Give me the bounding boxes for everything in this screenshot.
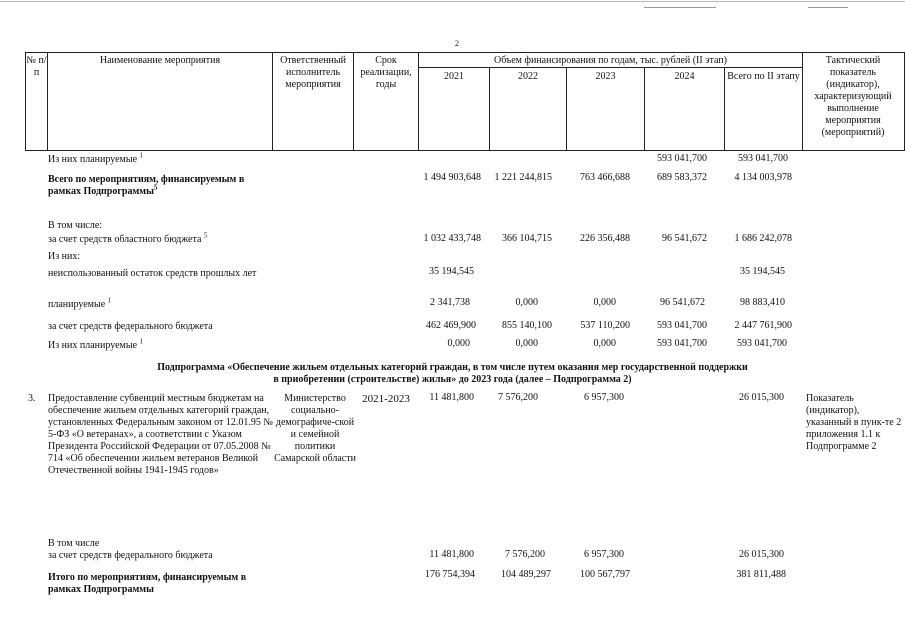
cell-2021: 176 754,394 xyxy=(425,569,475,580)
cell-total: 593 041,700 xyxy=(737,338,787,349)
row-label: за счет средств федерального бюджета xyxy=(48,550,213,561)
scan-mark xyxy=(808,7,848,8)
header-period: Срок реализации, годы xyxy=(360,55,412,90)
cell-2024: 689 583,372 xyxy=(657,172,707,183)
header-2021: 2021 xyxy=(444,71,464,82)
footnote: 5 xyxy=(153,183,158,192)
cell-2021: 35 194,545 xyxy=(429,266,474,277)
cell-2024: 593 041,700 xyxy=(657,338,707,349)
cell-2023: 226 356,488 xyxy=(580,233,630,244)
item-executor: Министерство социально-демографиче-ской и семейной политики Самарской области xyxy=(274,393,356,464)
cell-total: 593 041,700 xyxy=(738,153,788,164)
header-executor: Ответственный исполнитель мероприятия xyxy=(280,55,346,90)
cell-2024: 96 541,672 xyxy=(662,233,707,244)
footnote: 1 xyxy=(139,151,144,160)
item-name: Предоставление субвенций местным бюджетам на обеспечение жильем отдельных категорий граждан, установленных Федеральным законом от 12.01.95 № 5-ФЗ «О ветеранах», а соответствии с Указом Президента Российской Федерации от 07.05.2008 № 714 «Об обеспечении жильем ветеранов Великой Отечественной войны 1941-1945 годов» xyxy=(48,393,273,476)
cell-total: 381 811,488 xyxy=(736,569,786,580)
header-financing: Объем финансирования по годам, тыс. рублей (II этап) xyxy=(493,55,727,66)
header-name: Наименование мероприятия xyxy=(99,55,221,66)
cell-2023: 100 567,797 xyxy=(580,569,630,580)
cell-total: 4 134 003,978 xyxy=(734,172,792,183)
cell-2021: 11 481,800 xyxy=(429,392,474,403)
row-label: за счет средств федерального бюджета xyxy=(48,321,213,332)
cell-total: 2 447 761,900 xyxy=(734,320,792,331)
cell-2023: 6 957,300 xyxy=(584,392,624,403)
cell-2022: 7 576,200 xyxy=(505,549,545,560)
cell-total: 26 015,300 xyxy=(739,549,784,560)
cell-2022: 366 104,715 xyxy=(502,233,552,244)
header-num: № п/п xyxy=(26,55,47,78)
cell-2022: 855 140,100 xyxy=(502,320,552,331)
cell-2022: 0,000 xyxy=(515,297,538,308)
row-label: неиспользованный остаток средств прошлых лет xyxy=(48,268,257,279)
header-2023: 2023 xyxy=(595,71,616,82)
header-indicator: Тактический показатель (индикатор), характеризующий выполнение мероприятия (мероприятий) xyxy=(814,55,892,138)
label-of-them: Из них: xyxy=(48,251,81,262)
row-label: Всего по мероприятиям, финансируемым в рамках Подпрограммы xyxy=(48,174,245,197)
row-label: планируемые xyxy=(48,299,106,310)
row-label: Из них планируемые xyxy=(48,154,138,165)
cell-2021: 0,000 xyxy=(447,338,470,349)
scan-edge xyxy=(0,1,905,2)
cell-2023: 0,000 xyxy=(593,338,616,349)
cell-2021: 462 469,900 xyxy=(426,320,476,331)
cell-2022: 1 221 244,815 xyxy=(494,172,552,183)
cell-2021: 11 481,800 xyxy=(429,549,474,560)
subprogram-title-line-2: в приобретении (строительстве) жилья» до 2023 года (далее – Подпрограмма 2) xyxy=(273,374,632,385)
item-period: 2021-2023 xyxy=(362,393,410,405)
cell-2023: 763 466,688 xyxy=(580,172,630,183)
cell-2024: 96 541,672 xyxy=(660,297,705,308)
cell-2021: 1 032 433,748 xyxy=(423,233,481,244)
cell-2023: 537 110,200 xyxy=(580,320,630,331)
cell-2023: 6 957,300 xyxy=(584,549,624,560)
item-indicator: Показатель (индикатор), указанный в пунк-те 2 приложения 1.1 к Подпрограмме 2 xyxy=(806,393,902,452)
row-label: за счет средств областного бюджета xyxy=(48,234,202,245)
scan-mark xyxy=(644,7,716,8)
header-total: Всего по II этапу xyxy=(727,71,800,82)
cell-2021: 1 494 903,648 xyxy=(423,172,481,183)
cell-total: 35 194,545 xyxy=(740,266,785,277)
cell-2022: 7 576,200 xyxy=(498,392,538,403)
row-label: Итого по мероприятиям, финансируемым в рамках Подпрограммы xyxy=(48,572,247,595)
footnote: 5 xyxy=(203,231,208,240)
item-num: 3. xyxy=(28,393,36,404)
cell-2021: 2 341,738 xyxy=(430,297,470,308)
footnote: 1 xyxy=(139,337,144,346)
cell-2022: 104 489,297 xyxy=(501,569,551,580)
cell-2023: 0,000 xyxy=(593,297,616,308)
cell-2024: 593 041,700 xyxy=(657,153,707,164)
label-including-2: В том числе xyxy=(48,538,100,549)
header-2024: 2024 xyxy=(674,71,695,82)
row-label: Из них планируемые xyxy=(48,340,138,351)
label-including: В том числе: xyxy=(48,220,103,231)
cell-total: 98 883,410 xyxy=(740,297,785,308)
cell-total: 26 015,300 xyxy=(739,392,784,403)
subprogram-title-line-1: Подпрограмма «Обеспечение жильем отдельных категорий граждан, в том числе путем оказания мер государственной поддержки xyxy=(157,362,748,373)
cell-total: 1 686 242,078 xyxy=(734,233,792,244)
footnote: 1 xyxy=(107,296,112,305)
page-number: 2 xyxy=(455,39,459,48)
header-2022: 2022 xyxy=(518,71,538,82)
cell-2022: 0,000 xyxy=(515,338,538,349)
cell-2024: 593 041,700 xyxy=(657,320,707,331)
